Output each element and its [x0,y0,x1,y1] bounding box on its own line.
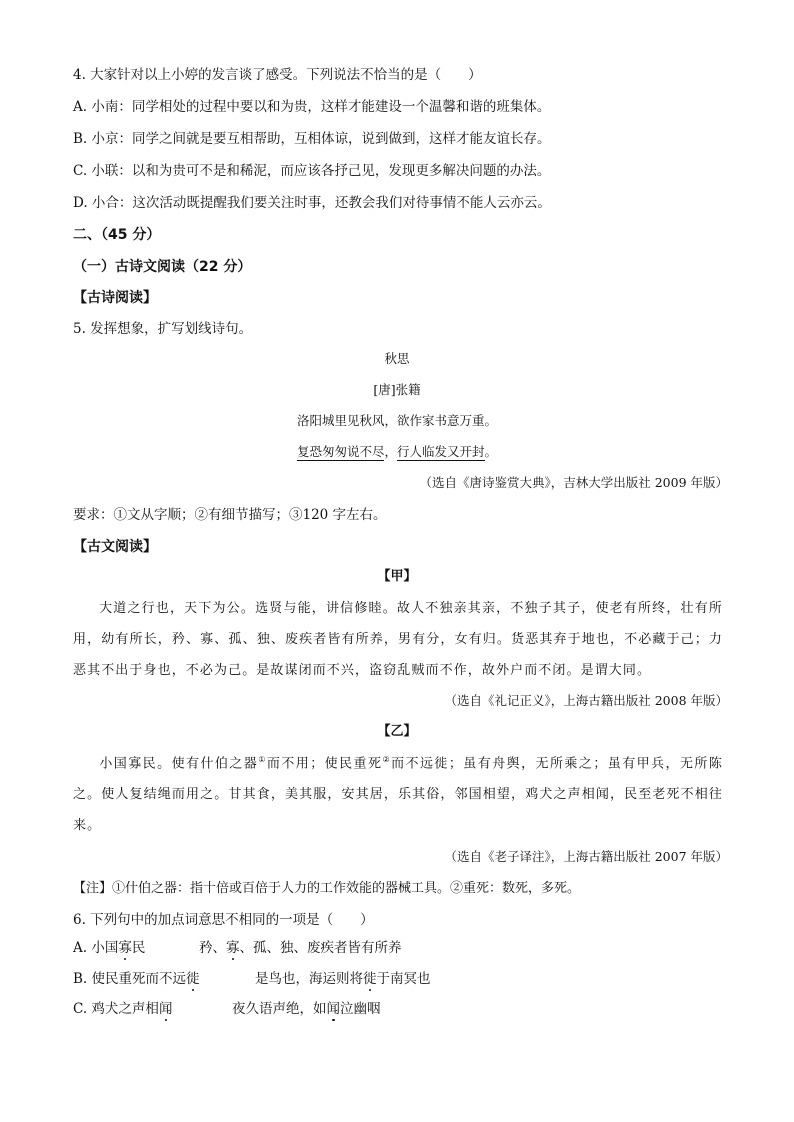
q6-option-b-right: 是鸟也，海运则将徙于南冥也 [255,971,431,987]
underlined-verse-1: 复恐匆匆说不尽 [296,444,385,459]
q6-option-a-right: 矜、寡、孤、独、废疾者皆有所养 [199,940,402,956]
prose-reading-heading: 【古文阅读】 [73,539,157,555]
passage-yi-source: （选自《老子译注》，上海古籍出版社 2007 年版） [444,849,728,864]
poem-author: [唐]张籍 [373,382,421,397]
q4-option-c: C. 小联：以和为贵可不是和稀泥，而应该各抒己见，发现更多解决问题的办法。 [73,163,551,179]
poem-reading-heading: 【古诗阅读】 [73,290,157,306]
poem-line-1: 洛阳城里见秋风，欲作家书意万重。 [296,413,497,428]
section-2-heading: 二、（45 分） [73,227,161,243]
passage-jia-text: 大道之行也，天下为公。选贤与能，讲信修睦。故人不独亲其亲，不独子其子，使老有所终，壮有所用，幼有所长，矜、寡、孤、独、废疾者皆有所养，男有分，女有归。货恶其弃于地也，不必藏于己；力恶其不出于身也，不必为己。是故谋闭而不兴，盗窃乱贼而不作，故外户而不闭。是谓大同。 [73,601,723,678]
q6-option-b-left: B. 使民重死而不远徙 [73,971,200,987]
q6-stem: 6. 下列句中的加点词意思不相同的一项是（ ） [73,912,374,928]
subsection-heading: （一）古诗文阅读（22 分） [73,259,252,275]
q6-option-a-left: A. 小国寡民 [73,940,146,956]
poem-line-2: 复恐匆匆说不尽，行人临发又开封。 [296,444,498,459]
q4-option-b: B. 小京：同学之间就是要互相帮助，互相体谅，说到做到，这样才能友谊长存。 [73,131,551,147]
passage-jia-label: 【甲】 [377,569,417,584]
passage-jia-source: （选自《礼记正义》，上海古籍出版社 2008 年版） [444,693,728,708]
q5-requirements: 要求：①文从字顺；②有细节描写；③120 字左右。 [73,507,387,523]
annotation-note: 【注】①什伯之器：指十倍或百倍于人力的工作效能的器械工具。②重死：数死，多死。 [73,881,581,896]
q5-stem: 5. 发挥想象，扩写划线诗句。 [73,321,253,337]
poem-title: 秋思 [384,351,410,366]
passage-yi-label: 【乙】 [377,724,417,739]
q6-option-c-left: C. 鸡犬之声相闻 [73,1001,173,1017]
q6-option-c-right: 夜久语声绝，如闻泣幽咽 [232,1001,381,1017]
q4-option-d: D. 小合：这次活动既提醒我们要关注时事，还教会我们对待事情不能人云亦云。 [73,195,551,211]
poem-source: （选自《唐诗鉴赏大典》，吉林大学出版社 2009 年版） [419,475,728,490]
passage-yi-text: 小国寡民。使有什伯之器①而不用；使民重死②而不远徙；虽有舟舆，无所乘之；虽有甲兵，无所陈之。使人复结绳而用之。甘其食，美其服，安其居，乐其俗，邻国相望，鸡犬之声相闻，民至老死不相往来。 [73,755,723,834]
underlined-verse-2: 行人临发又开封 [397,444,485,459]
q4-option-a: A. 小南：同学相处的过程中要以和为贵，这样才能建设一个温馨和谐的班集体。 [73,99,551,115]
q4-stem: 4. 大家针对以上小婷的发言谈了感受。下列说法不恰当的是（ ） [73,67,482,83]
